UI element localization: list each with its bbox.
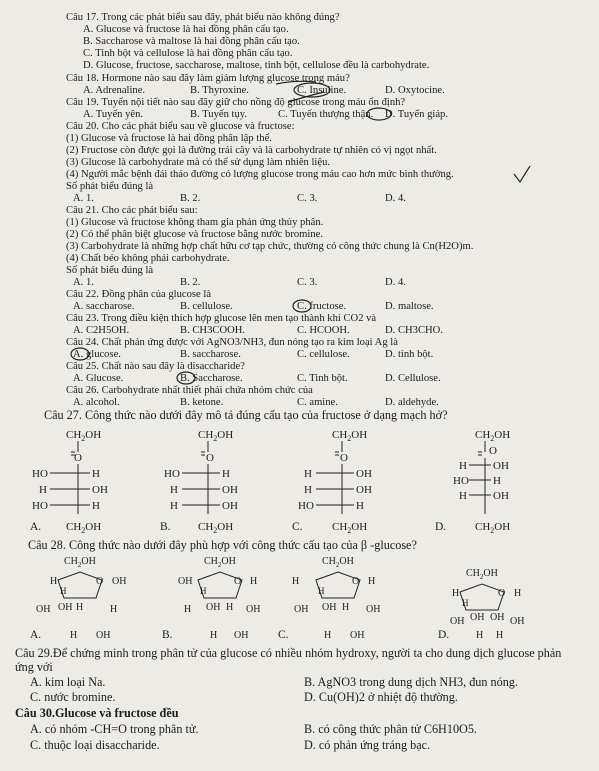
svg-text:OH: OH: [178, 576, 193, 587]
question-20-count-label: Số phát biểu đúng là: [66, 181, 154, 192]
svg-text:OH: OH: [112, 576, 127, 587]
question-23-option-b[interactable]: B. CH3COOH.: [180, 325, 246, 336]
question-21-option-b[interactable]: B. 2.: [180, 277, 201, 288]
question-18-option-d[interactable]: D. Oxytocine.: [385, 85, 445, 96]
svg-text:OH: OH: [58, 602, 73, 613]
question-22-stem: Câu 22. Đồng phân của glucose là: [66, 289, 212, 300]
svg-text:H: H: [226, 602, 234, 613]
svg-text:H: H: [39, 484, 47, 496]
question-22-option-c[interactable]: C. fructose.: [297, 301, 347, 312]
svg-text:OH: OH: [490, 612, 505, 623]
svg-text:H: H: [292, 576, 300, 587]
svg-text:H: H: [184, 604, 192, 615]
svg-text:H: H: [462, 598, 469, 608]
svg-text:H: H: [496, 630, 504, 641]
svg-text:OH: OH: [322, 602, 337, 613]
hand-circle-q24: [71, 348, 89, 360]
question-25-option-d[interactable]: D. Cellulose.: [385, 373, 441, 384]
svg-text:O: O: [498, 588, 506, 599]
svg-text:OH: OH: [350, 630, 365, 641]
hand-checkmark-q20: [514, 166, 530, 182]
svg-text:OH: OH: [206, 602, 221, 613]
svg-text:H: H: [342, 602, 350, 613]
question-18-option-a[interactable]: A. Adrenaline.: [83, 85, 146, 96]
question-17-option-a[interactable]: A. Glucose và fructose là hai đồng phân cấu tạo.: [83, 24, 289, 35]
question-29-option-a[interactable]: A. kim loại Na.: [30, 675, 106, 689]
question-20-option-a[interactable]: A. 1.: [73, 193, 94, 204]
question-20-stem: Câu 20. Cho các phát biểu sau về glucose và fructose:: [66, 121, 295, 132]
question-22-option-d[interactable]: D. maltose.: [385, 301, 434, 312]
question-21-statement-3: (3) Carbohydrate là những hợp chất hữu cơ tạp chức, thường có công thức chung là Cn(H2O)m.: [66, 241, 474, 252]
haworth-d-label: D.: [438, 629, 450, 641]
question-22-option-b[interactable]: B. cellulose.: [180, 301, 233, 312]
svg-text:CH2OH: $CH_2OH$: [204, 556, 236, 569]
question-21-count-label: Số phát biểu đúng là: [66, 265, 154, 276]
question-26-option-d[interactable]: D. aldehyde.: [385, 397, 439, 408]
svg-text:CH2OH: $CH_2OH$: [322, 556, 354, 569]
svg-text:O: O: [74, 452, 82, 464]
fischer-c-label: C.: [292, 521, 303, 533]
svg-text:OH: OH: [510, 616, 525, 627]
svg-text:H: H: [368, 576, 376, 587]
question-22-option-a[interactable]: A. saccharose.: [73, 301, 135, 312]
svg-text:OH: OH: [470, 612, 485, 623]
svg-text:H: H: [476, 630, 484, 641]
question-17-option-c[interactable]: C. Tinh bột và cellulose là hai đồng phân cấu tạo.: [83, 48, 293, 59]
question-23-stem: Câu 23. Trong điều kiện thích hợp glucose lên men tạo thành khí CO2 và: [66, 313, 377, 324]
svg-text:OH: OH: [356, 484, 372, 496]
svg-text:CH2OH: $CH_2OH$: [66, 429, 102, 443]
question-30-option-d[interactable]: D. có phản ứng tráng bạc.: [304, 738, 431, 752]
question-25-option-c[interactable]: C. Tinh bột.: [297, 373, 348, 384]
question-25-stem: Câu 25. Chất nào sau đây là disaccharide?: [66, 361, 245, 372]
question-21-stem: Câu 21. Cho các phát biểu sau:: [66, 205, 198, 216]
svg-text:CH2OH: $CH_2OH$: [332, 521, 368, 535]
svg-text:HO: HO: [32, 500, 48, 512]
question-18-option-b[interactable]: B. Thyroxine.: [190, 85, 249, 96]
svg-text:CH2OH: $CH_2OH$: [475, 429, 511, 443]
svg-text:OH: OH: [92, 484, 108, 496]
svg-text:OH: OH: [493, 460, 509, 472]
svg-text:OH: OH: [356, 468, 372, 480]
svg-text:H: H: [324, 630, 332, 641]
hand-circle-q19: [367, 108, 391, 120]
question-17-stem: Câu 17. Trong các phát biểu sau đây, phát biểu nào không đúng?: [66, 12, 340, 23]
svg-text:H: H: [110, 604, 118, 615]
svg-text:OH: OH: [246, 604, 261, 615]
fischer-b-label: B.: [160, 521, 171, 533]
svg-text:H: H: [50, 576, 58, 587]
question-25-option-b[interactable]: B. Saccharose.: [180, 373, 243, 384]
svg-text:H: H: [514, 588, 522, 599]
svg-text:OH: OH: [96, 630, 111, 641]
question-26-option-b[interactable]: B. ketone.: [180, 397, 224, 408]
svg-text:CH2OH: $CH_2OH$: [332, 429, 368, 443]
question-21-option-c[interactable]: C. 3.: [297, 277, 318, 288]
svg-text:HO: HO: [164, 468, 180, 480]
svg-text:H: H: [459, 460, 467, 472]
question-24-option-c[interactable]: C. cellulose.: [297, 349, 350, 360]
svg-text:H: H: [304, 468, 312, 480]
question-29-stem-continued: ứng với: [15, 660, 53, 674]
question-24-option-a[interactable]: A. glucose.: [73, 349, 121, 360]
question-24-option-b[interactable]: B. saccharose.: [180, 349, 241, 360]
svg-text:O: O: [206, 452, 214, 464]
svg-text:OH: OH: [36, 604, 51, 615]
question-20-statement-1: (1) Glucose và fructose là hai đồng phân lập thể.: [66, 133, 272, 144]
hand-circle-q25: [177, 372, 195, 384]
question-20-option-c[interactable]: C. 3.: [297, 193, 318, 204]
question-20-statement-2: (2) Fructose còn được gọi là đường trái cây và là carbohydrate tự nhiên có vị ngọt nhất.: [66, 145, 437, 156]
question-24-option-d[interactable]: D. tinh bột.: [385, 349, 434, 360]
question-19-stem: Câu 19. Tuyến nội tiết nào sau đây giữ cho nồng độ glucose trong máu ổn định?: [66, 97, 406, 108]
question-21-statement-4: (4) Chất béo không phải carbohydrate.: [66, 253, 230, 264]
svg-text:H: H: [318, 586, 325, 596]
question-30-option-a[interactable]: A. có nhóm -CH=O trong phân tử.: [30, 722, 199, 736]
haworth-b-label: B.: [162, 629, 173, 641]
svg-text:H: H: [60, 586, 67, 596]
svg-text:H: H: [250, 576, 258, 587]
svg-text:H: H: [493, 475, 501, 487]
question-29-option-b[interactable]: B. AgNO3 trong dung dịch NH3, đun nóng.: [304, 675, 518, 689]
question-20-statement-4: (4) Người mắc bệnh đái tháo đường có lượng glucose trong máu cao hơn mức bình thường.: [66, 169, 454, 180]
question-29-option-c[interactable]: C. nước bromine.: [30, 690, 116, 704]
question-26-option-c[interactable]: C. amine.: [297, 397, 338, 408]
svg-text:O: O: [96, 576, 104, 587]
svg-text:HO: HO: [298, 500, 314, 512]
question-29-option-d[interactable]: D. Cu(OH)2 ở nhiệt độ thường.: [304, 690, 458, 704]
svg-text:H: H: [200, 586, 207, 596]
question-21-option-d[interactable]: D. 4.: [385, 277, 406, 288]
svg-text:H: H: [452, 588, 460, 599]
question-20-option-d[interactable]: D. 4.: [385, 193, 406, 204]
svg-text:OH: OH: [294, 604, 309, 615]
svg-text:OH: OH: [234, 630, 249, 641]
question-30-stem: Câu 30.Glucose và fructose đều: [15, 706, 179, 720]
question-17-option-d[interactable]: D. Glucose, fructose, saccharose, maltose, tinh bột, cellulose đều là carbohydrate.: [83, 60, 430, 71]
svg-text:OH: OH: [366, 604, 381, 615]
svg-text:OH: OH: [493, 490, 509, 502]
svg-text:H: H: [170, 484, 178, 496]
question-19-option-b[interactable]: B. Tuyến tụy.: [190, 109, 248, 120]
svg-text:CH2OH: $CH_2OH$: [66, 521, 102, 535]
question-27-stem: Câu 27. Công thức nào dưới đây mô tả đúng cấu tạo của fructose ở dạng mạch hở?: [44, 408, 448, 422]
svg-text:CH2OH: $CH_2OH$: [64, 556, 96, 569]
question-23-option-d[interactable]: D. CH3CHO.: [385, 325, 443, 336]
svg-text:O: O: [234, 576, 242, 587]
svg-text:HO: HO: [32, 468, 48, 480]
svg-text:H: H: [70, 630, 78, 641]
svg-text:HO: HO: [453, 475, 469, 487]
question-23-option-c[interactable]: C. HCOOH.: [297, 325, 350, 336]
question-18-stem: Câu 18. Hormone nào sau đây làm giảm lượng glucose trong máu?: [66, 73, 350, 84]
question-19-option-d[interactable]: D. Tuyến giáp.: [385, 109, 448, 120]
question-19-option-a[interactable]: A. Tuyến yên.: [83, 109, 144, 120]
svg-text:H: H: [222, 468, 230, 480]
svg-text:O: O: [352, 576, 360, 587]
fischer-a-label: A.: [30, 521, 42, 533]
svg-text:H: H: [304, 484, 312, 496]
question-28-stem: Câu 28. Công thức nào dưới đây phù hợp với công thức cấu tạo của β -glucose?: [28, 538, 417, 552]
svg-text:H: H: [459, 490, 467, 502]
question-23-option-a[interactable]: A. C2H5OH.: [73, 325, 130, 336]
question-18-option-c[interactable]: C. Insuline.: [297, 85, 347, 96]
hand-circle-q22: [293, 300, 311, 312]
svg-text:OH: OH: [222, 500, 238, 512]
svg-text:H: H: [170, 500, 178, 512]
fischer-d-label: D.: [435, 521, 447, 533]
question-17-option-b[interactable]: B. Saccharose và maltose là hai đồng phân cấu tạo.: [83, 36, 300, 47]
svg-text:CH2OH: $CH_2OH$: [198, 521, 234, 535]
question-21-statement-1: (1) Glucose và fructose không tham gia phản ứng thủy phân.: [66, 217, 324, 228]
question-26-stem: Câu 26. Carbohydrate nhất thiết phải chứa nhóm chức của: [66, 385, 313, 396]
question-20-statement-3: (3) Glucose là carbohydrate mà cỏ thể sử dụng làm nhiên liệu.: [66, 157, 331, 168]
question-24-stem: Câu 24. Chất phản ứng được với AgNO3/NH3, đun nóng tạo ra kim loại Ag là: [66, 337, 398, 348]
svg-text:OH: OH: [450, 616, 465, 627]
question-30-option-c[interactable]: C. thuộc loại disaccharide.: [30, 738, 160, 752]
question-26-option-a[interactable]: A. alcohol.: [73, 397, 120, 408]
haworth-a-label: A.: [30, 629, 42, 641]
question-21-statement-2: (2) Có thể phân biệt glucose và fructose bằng nước bromine.: [66, 229, 323, 240]
question-29-stem: Câu 29.Để chứng minh trong phân tử của glucose có nhiều nhóm hydroxy, người ta cho dung dịch glucose phản: [15, 646, 562, 660]
haworth-c-label: C.: [278, 629, 289, 641]
svg-text:O: O: [489, 445, 497, 457]
svg-text:CH2OH: $CH_2OH$: [198, 429, 234, 443]
question-25-option-a[interactable]: A. Glucose.: [73, 373, 124, 384]
question-19-option-c[interactable]: C. Tuyến thượng thận.: [278, 109, 374, 120]
svg-text:H: H: [92, 468, 100, 480]
svg-text:H: H: [356, 500, 364, 512]
question-20-option-b[interactable]: B. 2.: [180, 193, 201, 204]
question-30-option-b[interactable]: B. có công thức phân tử C6H10O5.: [304, 722, 477, 736]
svg-text:OH: OH: [222, 484, 238, 496]
svg-text:H: H: [92, 500, 100, 512]
svg-text:CH2OH: $CH_2OH$: [466, 568, 498, 581]
svg-text:H: H: [76, 602, 84, 613]
svg-text:CH2OH: $CH_2OH$: [475, 521, 511, 535]
question-21-option-a[interactable]: A. 1.: [73, 277, 94, 288]
svg-text:H: H: [210, 630, 218, 641]
svg-text:O: O: [340, 452, 348, 464]
